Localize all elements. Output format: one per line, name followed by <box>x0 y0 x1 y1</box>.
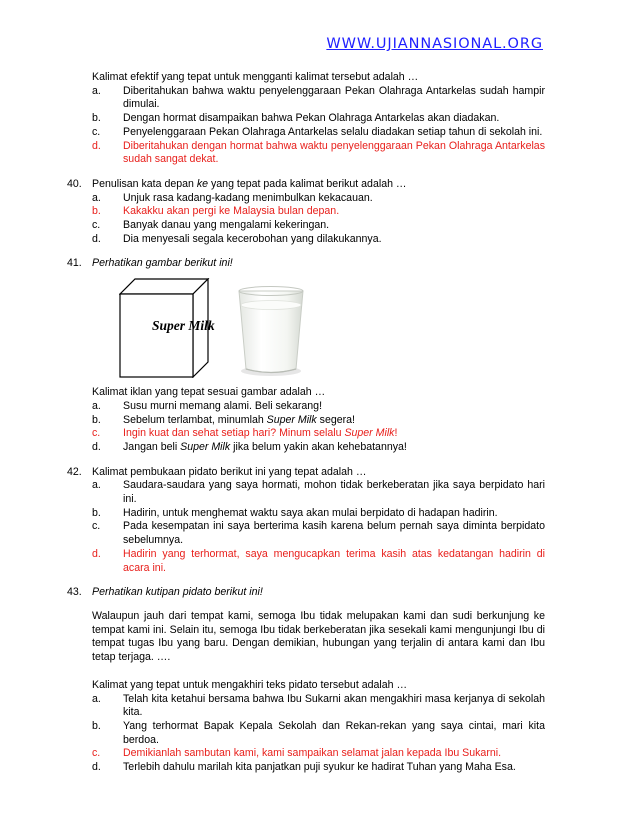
question-42 <box>67 465 545 576</box>
option-a: a. Telah kita ketahui bersama bahwa Ibu Sukarni akan mengakhiri masa kerjanya di sekolah kita. <box>92 692 545 719</box>
question-stem: Kalimat pembukaan pidato berikut ini yang tepat adalah … <box>92 465 367 478</box>
option-c: c. Penyelenggaraan Pekan Olahraga Antarkelas selalu diadakan setiap tahun di sekolah ini. <box>92 125 543 138</box>
question-41 <box>67 257 545 454</box>
option-b: b. Sebelum terlambat, minumlah Super Milk segera! <box>92 413 355 426</box>
option-d: d. Terlebih dahulu marilah kita panjatkan puji syukur ke hadirat Tuhan yang Maha Esa. <box>92 761 516 774</box>
question-number: 42. <box>67 465 82 478</box>
option-d: d. Dia menyesali segala kecerobohan yang dilakukannya. <box>92 232 382 245</box>
question-number: 40. <box>67 177 82 190</box>
question-40 <box>67 177 545 247</box>
question-43 <box>67 586 545 774</box>
question-instruction: Perhatikan kutipan pidato berikut ini! <box>92 586 263 599</box>
exam-content <box>67 71 545 786</box>
option-a: a. Saudara-saudara yang saya hormati, mohon tidak berkeberatan jika saya berpidato hari ini. <box>92 479 545 506</box>
milk-glass-illustration <box>235 285 307 377</box>
option-a: a. Unjuk rasa kadang-kadang menimbulkan kekacauan. <box>92 191 373 204</box>
option-b: b. Yang terhormat Bapak Kepala Sekolah dan Rekan-rekan yang saya cintai, mari kita berdoa. <box>92 719 545 746</box>
option-c-answer: c. Ingin kuat dan sehat setiap hari? Minum selalu Super Milk! <box>92 427 398 440</box>
option-c: c. Banyak danau yang mengalami kekeringan. <box>92 219 330 232</box>
option-a: a. Diberitahukan bahwa waktu penyelenggaraan Pekan Olahraga Antarkelas sudah hampir dimulai. <box>92 84 545 111</box>
option-b-answer: b. Kakakku akan pergi ke Malaysia bulan depan. <box>92 205 340 218</box>
option-c-answer: c. Demikianlah sambutan kami, kami sampaikan selamat jalan kepada Ibu Sukarni. <box>92 747 502 760</box>
option-d-answer: d. Hadirin yang terhormat, saya mengucapkan terima kasih atas kedatangan hadirin di acara ini. <box>92 547 545 574</box>
question-figure <box>92 278 545 378</box>
question-number: 43. <box>67 586 82 599</box>
option-a: a. Susu murni memang alami. Beli sekarang! <box>92 399 323 412</box>
question-stem: Penulisan kata depan ke yang tepat pada kalimat berikut adalah … <box>92 177 407 190</box>
question-39 <box>92 71 545 167</box>
question-number: 41. <box>67 257 82 270</box>
question-stem: Kalimat yang tepat untuk mengakhiri teks pidato tersebut adalah … <box>92 678 408 691</box>
option-b: b. Dengan hormat disampaikan bahwa Pekan Olahraga Antarkelas akan diadakan. <box>92 112 500 125</box>
site-header-link[interactable]: WWW.UJIANNASIONAL.ORG <box>326 36 543 52</box>
option-b: b. Hadirin, untuk menghemat waktu saya akan mulai berpidato di hadapan hadirin. <box>92 506 498 519</box>
option-d: d. Jangan beli Super Milk jika belum yakin akan kehebatannya! <box>92 440 407 453</box>
question-instruction: Perhatikan gambar berikut ini! <box>92 257 233 270</box>
question-stem: Kalimat iklan yang tepat sesuai gambar adalah … <box>92 386 326 399</box>
question-stem: Kalimat efektif yang tepat untuk mengganti kalimat tersebut adalah … <box>92 71 419 83</box>
option-c: c. Pada kesempatan ini saya berterima kasih karena belum pernah saya diminta berpidato sebelumnya. <box>92 520 545 547</box>
milk-box-label: Super Milk <box>152 318 215 334</box>
option-d-answer: d. Diberitahukan dengan hormat bahwa waktu penyelenggaraan Pekan Olahraga Antarkelas sudah sangat dekat. <box>92 139 545 166</box>
speech-passage: Walaupun jauh dari tempat kami, semoga Ibu tidak melupakan kami dan sudi berkunjung ke tempat kami ini. Selain itu, semoga Ibu tidak berkeberatan jika sesekali kami mengunjungi Ibu di tempat tugas Ibu yang baru. Dengan demikian, hubungan yang terjalin di antara kami dan Ibu tetap terjaga. …. <box>92 609 545 664</box>
